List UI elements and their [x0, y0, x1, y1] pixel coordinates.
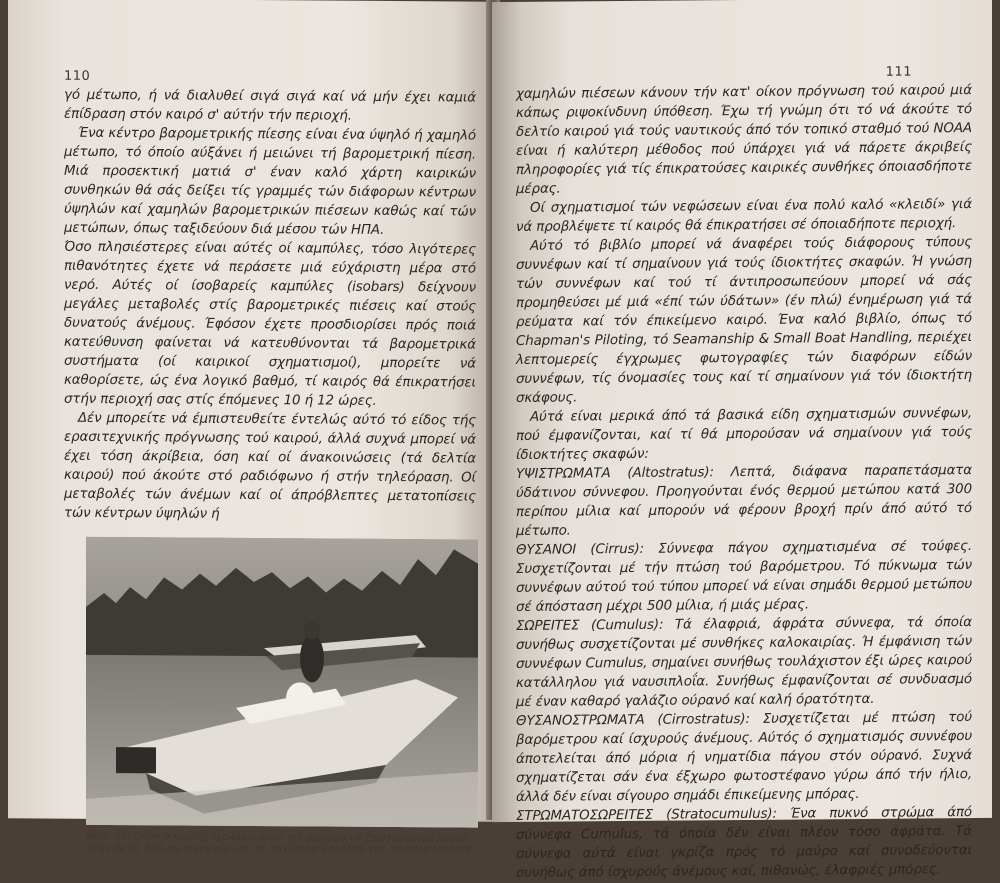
right-page [492, 0, 992, 881]
paragraph: Αύτά είναι μερικά άπό τά βασικά είδη σχηματισμών συννέφων, πού έμφανίζονται, καί τί θά μπορούσαν νά σημαίνουν γιά τούς ίδιοκτήτες σκαφών: [516, 405, 972, 463]
paragraph: Οί σχηματισμοί τών νεφώσεων είναι ένα πολύ καλό «κλειδί» γιά νά προβλέψετε τί καιρός θά έπικρατήσει σέ όποιαδήποτε περιοχή. [516, 196, 972, 235]
cloud-entry: ΣΤΡΩΜΑΤΟΣΩΡΕΙΤΕΣ (Stratocumulus): Ένα πυκνό στρώμα άπό σύννεφα Cumulus, τά όποία δέν είναι πλέον τόσο άφράτα. Τά σύννεφα αύτά είναι γκρίζα πρός τό μαύρο καί συνοδεύονται συνήθως άπό ίσχυρούς άνέμους καί, πιθανώς, έλαφριές μπόρες. [516, 804, 972, 881]
paragraph: χαμηλών πιέσεων κάνουν τήν κατ' οίκον πρόγνωση τού καιρού μιά κάπως ριψοκίνδυνη ύπόθεση. Έχω τή γνώμη ότι τό νά άκούτε τό δελτίο καιρού γιά τούς ναυτικούς άπό τόν τοπικό σταθμό τού NOAA είναι ή καλύτερη μέθοδος πού ύπάρχει γιά νά πάρετε άκριβείς πληροφορίες γιά τίς έπικρατούσες καιρικές συνθήκες όποιασδήποτε μέρας. [516, 82, 972, 197]
cloud-entry: ΘΥΣΑΝΟΣΤΡΩΜΑΤΑ (Cirrostratus): Συσχετίζεται μέ πτώση τού βαρόμετρου καί ίσχυρούς άνέμους. Αύτός ό σχηματισμός συννέφου άποτελείται άπό μόρια ή νηματίδια πάγου στόν ούρανό. Συχνά σχηματίζεται σάν ένα έξχωρο φωτοστέφανο γύρω άπό τήν ήλιο, άλλά δέν είναι σίγουρο σημάδι έπικείμενης μπόρας. [516, 709, 972, 805]
photo-caption: Φωτ. 52: Όταν ό καιρός «χαλάει» είναι πιό φρόνιμο νά έπιστρέψουμε κοντά στήν άκτή. Στή φωτογραφία μας τό ταχύπλοο SALAMIS τής MARINA-MARINE. [86, 830, 475, 857]
paragraph: Δέν μπορείτε νά έμπιστευθείτε έντελώς αύτό τό είδος τής ερασιτεχνικής πρόγνωσης τού καιρού, άλλά συχνά μπορεί νά έχει τόση άκρίβεια, όση καί οί άνακοινώσεις (τά δελτία καιρού) πού άκούτε στό ραδιόφωνο ή στήν τηλεόραση. Οί μεταβολές τών άνέμων καί οί άπρόβλεπτες μετατοπίσεις τών κέντρων ύψηλών ή [64, 410, 476, 522]
page-number-right: 111 [885, 64, 912, 80]
left-page [8, 0, 492, 857]
paragraph: Ένα κέντρο βαρομετρικής πίεσης είναι ένα ύψηλό ή χαμηλό μέτωπο, τό όποίο αύξάνει ή μειώνει τή βαρομετρική πίεση. Μιά προσεκτική ματιά σ' έναν καλό χάρτη καιρικών συνθηκών θά σάς δείξει τίς γραμμές τών διάφορων κέντρων ύψηλών καί χαμηλών βαρομετρικών πιέσεων καθώς καί τών μετώπων, όπως ταξιδεύουν διά μέσου τών ΗΠΑ. [64, 125, 477, 238]
cloud-entry: ΥΨΙΣΤΡΩΜΑΤΑ (Altostratus): Λεπτά, διάφανα παραπετάσματα ύδάτινου σύννεφου. Προηγούνται ένός θερμού μετώπου κατά 300 περίπου μίλια καί μπορούν νά φέρουν βροχή πρίν άπό αύτό τό μέτωπο. [516, 462, 972, 539]
cloud-entry: ΘΥΣΑΝΟΙ (Cirrus): Σύννεφα πάγου σχηματισμένα σέ τούφες. Συσχετίζονται μέ τήν πτώση τού βαρόμετρου. Τό πύκνωμα τών συννέφων αύτού τού τύπου μπορεί νά είναι σημάδι θερμού μετώπου σέ άπόσταση μέχρι 500 μίλια, ή μιάς μέρας. [516, 538, 972, 615]
cloud-entry: ΣΩΡΕΙΤΕΣ (Cumulus): Τά έλαφριά, άφράτα σύννεφα, τά όποία συνήθως συσχετίζονται μέ συνθήκες καλοκαιρίας. Ή έμφάνιση τών συννέφων Cumulus, σημαίνει συνήθως τουλάχιστον έξι ώρες καιρού κατάλληλου γιά ναυσιπλοΐα. Συνήθως έμφανίζονται σέ συνδυασμό μέ έναν καθαρό γαλάζιο ούρανό καί καλή όρατότητα. [516, 614, 972, 710]
page-number-left: 110 [64, 68, 91, 84]
paragraph: γό μέτωπο, ή νά διαλυθεί σιγά σιγά καί νά μήν έχει καμιά έπίδραση στόν καιρό σ' αύτήν τήν περιοχή. [64, 87, 476, 124]
paragraph: Όσο πλησιέστερες είναι αύτές οί καμπύλες, τόσο λιγότερες πιθανότητες έχετε νά περάσετε μιά εύχάριστη μέρα στό νερό. Αύτές οί ίσοβαρείς καμπύλες (isobars) δείχνουν μεγάλες μεταβολές στίς βαρομετρικές πιέσεις καί στούς δυνατούς άνέμους. Έφόσον έχετε προσδιορίσει πρός ποιά κατεύθυνση φαίνεται νά κατευθύνονται τά βαρομετρικά συστήματα (οί καιρικοί σχηματισμοί), μπορείτε νά καθορίσετε, ώς ένα λογικό βαθμό, τί καιρός θά έπικρατήσει στήν περιοχή σας στίς έπόμενες 10 ή 12 ώρες. [64, 239, 476, 409]
paragraph: Αύτό τό βιβλίο μπορεί νά άναφέρει τούς διάφορους τύπους συννέφων καί τί σημαίνουν γιά τούς ίδιοκτήτες σκαφών. Ή γνώση τών συννέφων καί τού τί άντιπροσωπεύουν μπορεί νά σάς προμηθεύσει μέ μιά «έπί τών ύδάτων» (έν πλώ) ένημέρωση γιά τά ρεύματα καί τόν έπικείμενο καιρό. Ένα καλό βιβλίο, όπως τό Chapman's Piloting, τό Seamanship & Small Boat Handling, περιέχει λεπτομερείς έγχρωμες φωτογραφίες τών διαφόρων είδών συννέφων, τίς όνομασίες τους καί τί σημαίνουν γιά τόν ίδιοκτήτη σκάφους. [516, 234, 972, 406]
boat-photo [86, 537, 478, 828]
